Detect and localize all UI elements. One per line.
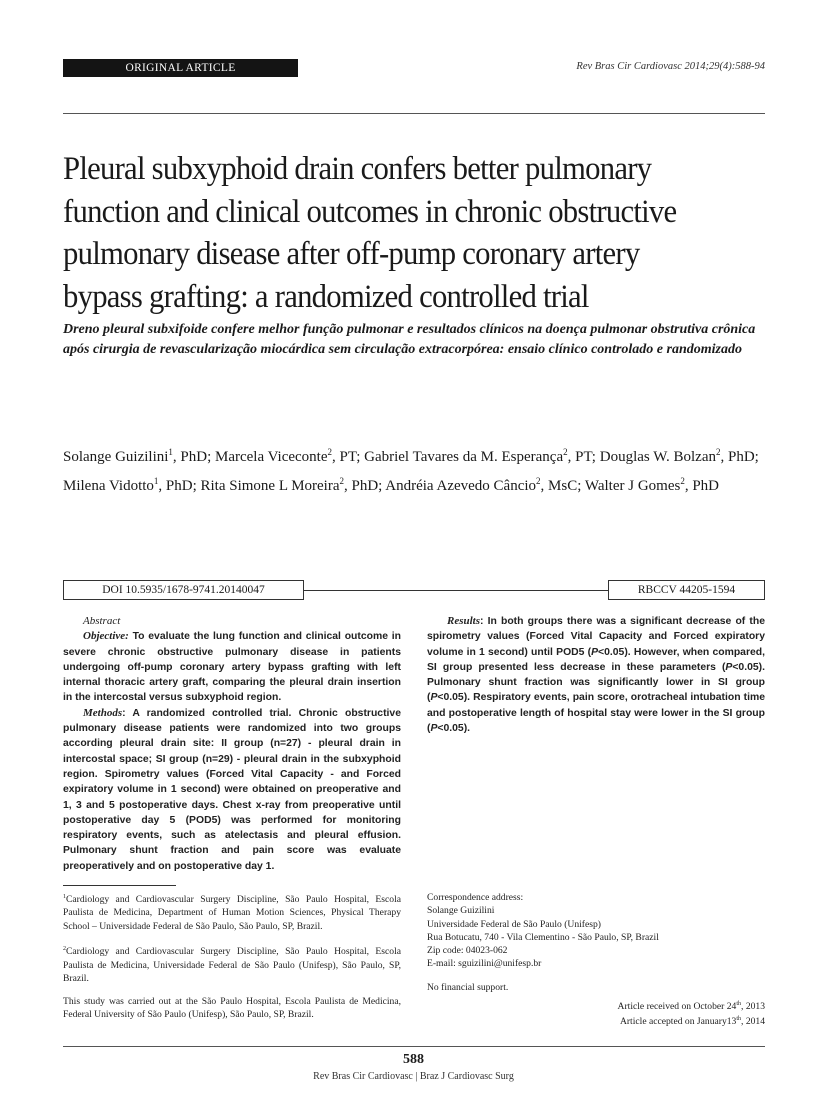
p-value-label: P	[725, 661, 733, 673]
accepted-date	[618, 1013, 765, 1028]
affiliation-mark: 2	[536, 476, 541, 486]
affiliation-mark: 1	[168, 447, 173, 457]
author-degree: , MsC;	[540, 478, 585, 494]
author-degree: , PT;	[332, 449, 365, 465]
ordinal-suffix: th	[736, 1001, 742, 1007]
abstract-column-left	[63, 614, 401, 874]
p-value-label: P	[430, 692, 438, 704]
author-degree: , PhD	[684, 478, 719, 494]
author-degree: , PT;	[567, 449, 600, 465]
affiliation-mark: 2	[715, 447, 721, 457]
received-date	[618, 998, 765, 1013]
abstract-objective	[63, 629, 401, 705]
author-name: Solange Guizilini	[63, 449, 169, 465]
header-rule	[63, 113, 765, 114]
footer-journal-name: Rev Bras Cir Cardiovasc | Braz J Cardiovasc Surg	[313, 1071, 514, 1082]
affiliation-mark: 2	[563, 447, 568, 457]
results-text: <0.05). Respiratory events, pain score, orotracheal intubation time and postoperative length of hospital stay were lower in the SI group (	[427, 692, 765, 735]
correspondence-heading: Correspondence address:	[427, 892, 524, 903]
correspondence-email[interactable]: E-mail: sguizilini@unifesp.br	[427, 958, 542, 970]
author-name: Gabriel Tavares da M. Esperança	[364, 449, 564, 465]
p-value-label: P	[591, 646, 599, 658]
results-text: <0.05).	[437, 723, 471, 735]
footnote-text: Cardiology and Cardiovascular Surgery Discipline, São Paulo Hospital, Escola Paulista de Medicina, Department of Human Motion Sciences, Physical Therapy School – Universidade Federal de São Paulo, São Paulo, SP, Brazil.	[63, 894, 401, 932]
results-text: <0.05). However, when compared, SI group presented less decrease in these parameters (	[427, 646, 766, 673]
author-list	[63, 440, 768, 498]
accepted-text: Article accepted on January13	[619, 1016, 737, 1028]
article-subtitle: Dreno pleural subxifoide confere melhor função pulmonar e resultados clínicos na doença pulmonar obstrutiva crônica após cirurgia de revascularização miocárdica sem circulação extracorpórea: ensaio clínico controlado e randomizado	[63, 322, 756, 357]
section-tag: ORIGINAL ARTICLE	[63, 59, 298, 77]
affiliation-mark: 2	[327, 447, 333, 457]
journal-reference: Rev Bras Cir Cardiovasc 2014;29(4):588-94	[576, 61, 765, 72]
author-name: Walter J Gomes	[584, 478, 681, 494]
abstract-heading: Abstract	[83, 615, 121, 627]
footnote-mark: 1	[63, 894, 66, 900]
author-name: Milena Vidotto	[63, 478, 154, 494]
affiliation-mark: 2	[680, 476, 685, 486]
received-text: Article received on October 24	[617, 1001, 737, 1013]
results-text: : In both groups there was a significant decrease of the spirometry values (Forced Vital Capacity and Forced expiratory volume in 1 second) until POD5 (	[427, 616, 765, 658]
affiliation-mark: 1	[153, 476, 159, 486]
article-dates	[618, 998, 765, 1029]
abstract-results	[427, 614, 765, 736]
doi-divider-line	[304, 590, 608, 591]
author-degree: , PhD;	[172, 449, 215, 465]
doi-label[interactable]: DOI 10.5935/1678-9741.20140047	[63, 580, 304, 600]
objective-text: To evaluate the lung function and clinical outcome in severe chronic obstructive pulmonary disease in patients undergoing off-pump coronary artery bypass grafting with left internal thoracic artery graft, comparing the pleural drain insertion in the intercostal versus subxyphoid region.	[63, 631, 401, 704]
financial-support-note: No financial support.	[427, 981, 509, 993]
correspondence-institution: Universidade Federal de São Paulo (Unifesp)	[427, 918, 601, 930]
author-name: Andréia Azevedo Câncio	[385, 478, 537, 494]
received-year: , 2013	[741, 1001, 765, 1013]
objective-label: Objective:	[83, 630, 129, 643]
results-text: <0.05). Pulmonary shunt fraction was significantly lower in SI group (	[427, 661, 765, 704]
footnote-rule	[63, 885, 176, 886]
author-degree: , PhD;	[344, 478, 386, 494]
methods-label: Methods	[83, 706, 123, 719]
author-degree: , PhD;	[158, 478, 201, 494]
author-name: Marcela Viceconte	[215, 449, 328, 465]
p-value-label: P	[430, 723, 438, 735]
results-label: Results	[447, 615, 481, 627]
correspondence-zip: Zip code: 04023-062	[427, 945, 508, 957]
affiliation-footnotes	[63, 891, 401, 1032]
footnote-text: Cardiology and Cardiovascular Surgery Discipline, São Paulo Hospital, Escola Paulista de Medicina, Universidade Federal de São Paulo (Unifesp), São Paulo, SP, Brazil.	[63, 946, 401, 984]
methods-text: : A randomized controlled trial. Chronic obstructive pulmonary disease patients were randomized into two groups according pleural drain site: II group (n=27) - pleural drain in intercostal space; SI group (n=29) - pleural drain in the subxyphoid region. Spirometry values (Forced Vital Capacity - and Forced expiratory volume in 1 second) were obtained on preoperative and 1, 3 and 5 postoperative days. Chest x-ray from preoperative until postoperative day 5 (POD5) was performed for monitoring respiratory events, such as atelectasis and pleural effusion. Pulmonary shunt fraction and pain score was evaluate preoperatively and on postoperative day 1.	[63, 707, 401, 872]
footer-rule	[63, 1046, 765, 1047]
accepted-year: , 2014	[741, 1016, 765, 1028]
correspondence-block	[427, 891, 765, 994]
study-location-note: This study was carried out at the São Paulo Hospital, Escola Paulista de Medicina, Federal University of São Paulo (Unifesp), São Paulo, SP, Brazil.	[63, 996, 401, 1021]
footnote-2	[63, 943, 401, 985]
rbccv-label: RBCCV 44205-1594	[608, 580, 765, 600]
article-title: Pleural subxyphoid drain confers better pulmonary function and clinical outcomes in chronic obstructive pulmonary disease after off-pump coronary artery bypass grafting: a randomized controlled trial	[63, 151, 677, 315]
ordinal-suffix: th	[736, 1016, 742, 1023]
abstract-methods	[63, 706, 401, 874]
affiliation-mark: 2	[339, 476, 344, 486]
abstract-column-right	[427, 614, 765, 736]
footnote-mark: 2	[63, 946, 66, 953]
author-name: Rita Simone L Moreira	[200, 478, 340, 494]
correspondence-street: Rua Botucatu, 740 - Vila Clementino - São Paulo, SP, Brazil	[427, 931, 659, 943]
footnote-1	[63, 891, 401, 933]
author-degree: , PhD;	[720, 449, 759, 465]
author-name: Douglas W. Bolzan	[599, 449, 716, 465]
page-number: 588	[403, 1052, 424, 1067]
correspondence-name: Solange Guizilini	[427, 905, 495, 917]
